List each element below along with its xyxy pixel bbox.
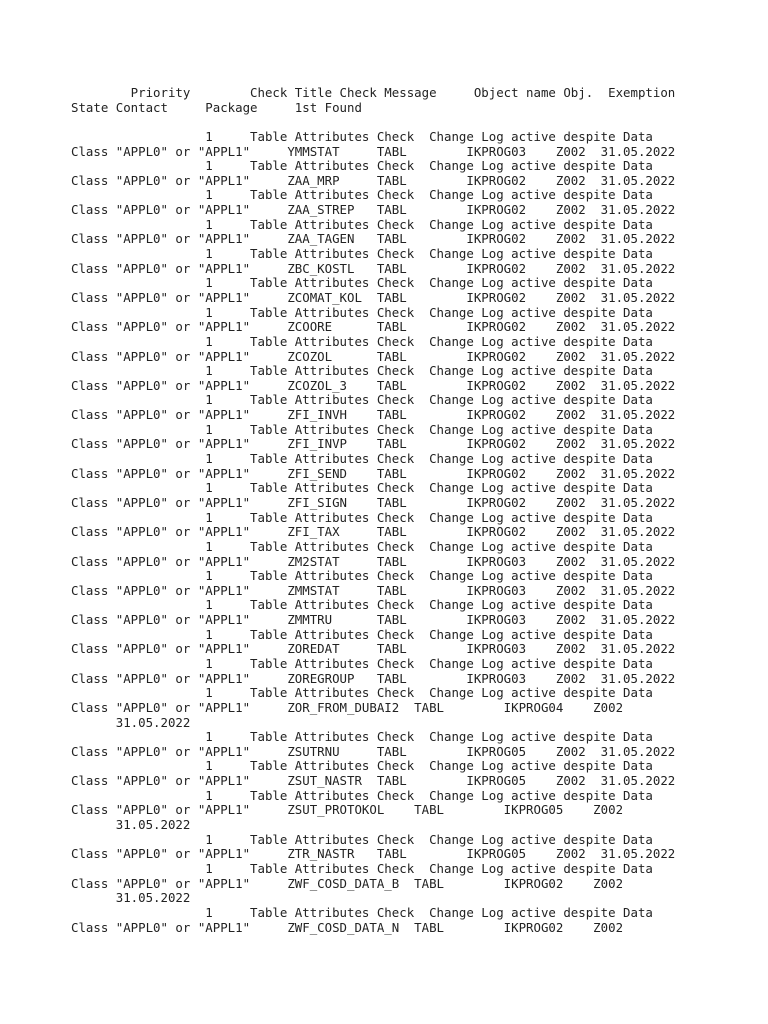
record-line: Class "APPL0" or "APPL1" ZTR_NASTR TABL IKPROG05 Z002 31.05.2022	[71, 846, 676, 862]
record-line: 31.05.2022	[71, 714, 191, 730]
record-line: 31.05.2022	[71, 817, 191, 833]
record-line: 1 Table Attributes Check Change Log active despite Data	[71, 275, 653, 291]
record-line: 1 Table Attributes Check Change Log active despite Data	[71, 158, 653, 174]
record-line: 1 Table Attributes Check Change Log active despite Data	[71, 128, 653, 144]
record-line: 1 Table Attributes Check Change Log active despite Data	[71, 904, 653, 920]
record-line: 31.05.2022	[71, 890, 191, 906]
record-line: Class "APPL0" or "APPL1" ZM2STAT TABL IKPROG03 Z002 31.05.2022	[71, 553, 676, 569]
record-line: Class "APPL0" or "APPL1" ZFI_SIGN TABL IKPROG02 Z002 31.05.2022	[71, 494, 676, 510]
record-line: Class "APPL0" or "APPL1" ZFI_SEND TABL IKPROG02 Z002 31.05.2022	[71, 465, 676, 481]
record-line: 1 Table Attributes Check Change Log active despite Data	[71, 480, 653, 496]
record-line: Class "APPL0" or "APPL1" ZBC_KOSTL TABL IKPROG02 Z002 31.05.2022	[71, 260, 676, 276]
record-line: Class "APPL0" or "APPL1" ZSUTRNU TABL IKPROG05 Z002 31.05.2022	[71, 743, 676, 759]
record-line: 1 Table Attributes Check Change Log active despite Data	[71, 509, 653, 525]
record-line: 1 Table Attributes Check Change Log active despite Data	[71, 831, 653, 847]
check-results-listing	[71, 86, 675, 935]
record-line: Class "APPL0" or "APPL1" ZWF_COSD_DATA_B TABL IKPROG02 Z002	[71, 875, 624, 891]
record-line: 1 Table Attributes Check Change Log active despite Data	[71, 860, 653, 876]
record-line: Class "APPL0" or "APPL1" ZCOMAT_KOL TABL IKPROG02 Z002 31.05.2022	[71, 289, 676, 305]
record-line: Class "APPL0" or "APPL1" ZWF_COSD_DATA_N TABL IKPROG02 Z002	[71, 919, 624, 935]
record-line: 1 Table Attributes Check Change Log active despite Data	[71, 333, 653, 349]
record-line: Class "APPL0" or "APPL1" ZAA_TAGEN TABL IKPROG02 Z002 31.05.2022	[71, 231, 676, 247]
record-line: Class "APPL0" or "APPL1" ZCOORE TABL IKPROG02 Z002 31.05.2022	[71, 319, 676, 335]
record-line: 1 Table Attributes Check Change Log active despite Data	[71, 685, 653, 701]
record-line: Class "APPL0" or "APPL1" ZOR_FROM_DUBAI2 TABL IKPROG04 Z002	[71, 699, 624, 715]
record-line: Class "APPL0" or "APPL1" ZSUT_PROTOKOL TABL IKPROG05 Z002	[71, 802, 624, 818]
record-line: Class "APPL0" or "APPL1" ZAA_STREP TABL IKPROG02 Z002 31.05.2022	[71, 202, 676, 218]
record-line: Class "APPL0" or "APPL1" YMMSTAT TABL IKPROG03 Z002 31.05.2022	[71, 143, 676, 159]
record-line: 1 Table Attributes Check Change Log active despite Data	[71, 655, 653, 671]
record-line: Class "APPL0" or "APPL1" ZFI_INVP TABL IKPROG02 Z002 31.05.2022	[71, 436, 676, 452]
record-line: Class "APPL0" or "APPL1" ZOREGROUP TABL IKPROG03 Z002 31.05.2022	[71, 670, 676, 686]
record-line: 1 Table Attributes Check Change Log active despite Data	[71, 246, 653, 262]
record-line: 1 Table Attributes Check Change Log active despite Data	[71, 304, 653, 320]
header-line-2: State Contact Package 1st Found	[71, 99, 362, 115]
record-line: 1 Table Attributes Check Change Log active despite Data	[71, 216, 653, 232]
record-line: Class "APPL0" or "APPL1" ZCOZOL TABL IKPROG02 Z002 31.05.2022	[71, 348, 676, 364]
record-line: 1 Table Attributes Check Change Log active despite Data	[71, 363, 653, 379]
record-line: 1 Table Attributes Check Change Log active despite Data	[71, 758, 653, 774]
record-line: 1 Table Attributes Check Change Log active despite Data	[71, 787, 653, 803]
record-line: 1 Table Attributes Check Change Log active despite Data	[71, 538, 653, 554]
record-line: Class "APPL0" or "APPL1" ZAA_MRP TABL IKPROG02 Z002 31.05.2022	[71, 172, 676, 188]
blank-line	[71, 115, 675, 130]
record-line: Class "APPL0" or "APPL1" ZFI_TAX TABL IKPROG02 Z002 31.05.2022	[71, 524, 676, 540]
header-line-1: Priority Check Title Check Message Object name Obj. Exemption	[71, 85, 676, 100]
record-line: 1 Table Attributes Check Change Log active despite Data	[71, 568, 653, 584]
record-line: Class "APPL0" or "APPL1" ZFI_INVH TABL IKPROG02 Z002 31.05.2022	[71, 407, 676, 423]
record-line: Class "APPL0" or "APPL1" ZSUT_NASTR TABL IKPROG05 Z002 31.05.2022	[71, 773, 676, 789]
record-line: 1 Table Attributes Check Change Log active despite Data	[71, 451, 653, 467]
record-line: 1 Table Attributes Check Change Log active despite Data	[71, 729, 653, 745]
record-line: Class "APPL0" or "APPL1" ZOREDAT TABL IKPROG03 Z002 31.05.2022	[71, 641, 676, 657]
record-line: Class "APPL0" or "APPL1" ZMMTRU TABL IKPROG03 Z002 31.05.2022	[71, 612, 676, 628]
record-line: 1 Table Attributes Check Change Log active despite Data	[71, 421, 653, 437]
record-line: 1 Table Attributes Check Change Log active despite Data	[71, 187, 653, 203]
record-line: 1 Table Attributes Check Change Log active despite Data	[71, 597, 653, 613]
record-line: 1 Table Attributes Check Change Log active despite Data	[71, 626, 653, 642]
record-line: Class "APPL0" or "APPL1" ZCOZOL_3 TABL IKPROG02 Z002 31.05.2022	[71, 377, 676, 393]
record-line: 1 Table Attributes Check Change Log active despite Data	[71, 392, 653, 408]
record-line: Class "APPL0" or "APPL1" ZMMSTAT TABL IKPROG03 Z002 31.05.2022	[71, 582, 676, 598]
